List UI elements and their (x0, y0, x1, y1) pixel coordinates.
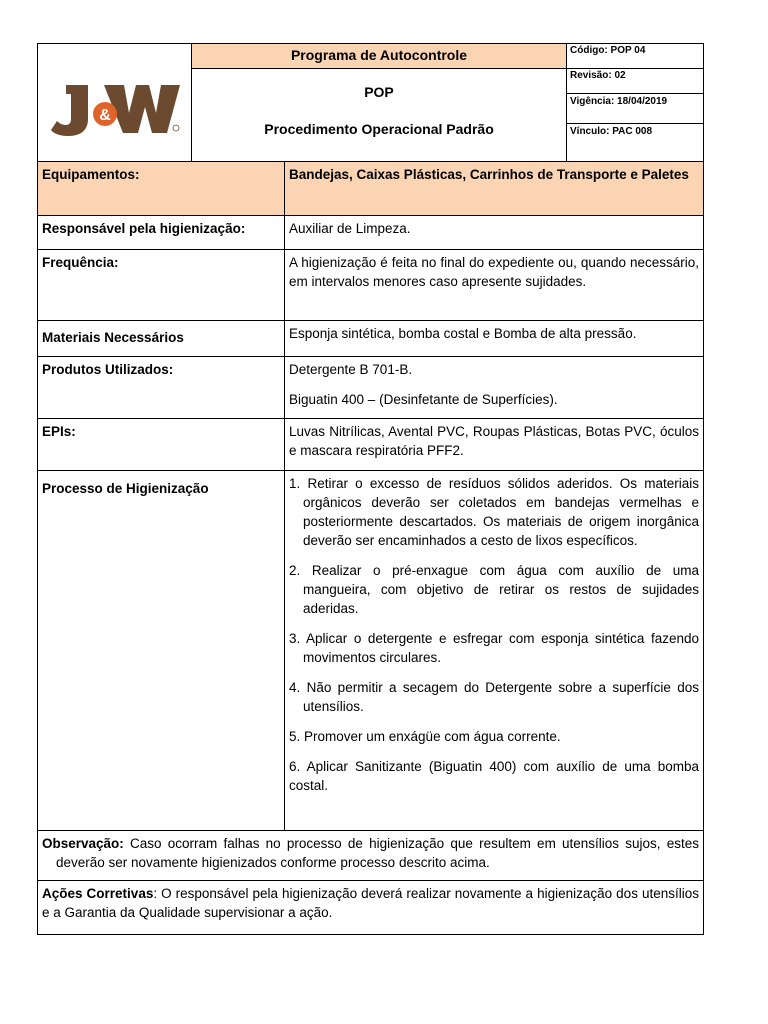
process-step: 1. Retirar o excesso de resíduos sólidos aderidos. Os materiais orgânicos deverão ser coletados em bandejas vermelhas e posteriormente descartados. Os materiais de origem inorgânica deverão ser encaminhados a cesto de lixos específicos. (289, 476, 699, 548)
produto-item: Biguatin 400 – (Desinfetante de Superfícies). (289, 392, 558, 407)
logo-cell (38, 44, 192, 161)
acoes-body: : O responsável pela higienização deverá realizar novamente a higienização dos utensílios e a Garantia da Qualidade supervisionar a ação. (42, 886, 700, 920)
row-processo (38, 471, 704, 831)
value-responsavel: Auxiliar de Limpeza. (285, 216, 704, 250)
row-responsavel (38, 216, 704, 250)
acoes-text (42, 884, 699, 922)
observacao-text (42, 834, 699, 872)
program-title: Programa de Autocontrole (192, 44, 567, 69)
observacao-cell (38, 831, 704, 881)
produto-item: Detergente B 701-B. (289, 362, 413, 377)
doc-validity: Vigência: 18/04/2019 (567, 94, 703, 124)
process-step: 4. Não permitir a secagem do Detergente sobre a superfície dos utensílios. (289, 680, 699, 714)
value-frequencia: A higienização é feita no final do expediente ou, quando necessário, em intervalos menores caso apresente sujidades. (285, 250, 704, 321)
doc-revision: Revisão: 02 (567, 69, 703, 94)
value-equipamentos: Bandejas, Caixas Plásticas, Carrinhos de Transporte e Paletes (285, 162, 704, 216)
value-processo (285, 471, 704, 831)
doc-code: Código: POP 04 (567, 44, 703, 69)
process-step: 5. Promover um enxágüe com água corrente. (289, 729, 561, 744)
value-epis: Luvas Nitrílicas, Avental PVC, Roupas Plásticas, Botas PVC, óculos e mascara respiratória PFF2. (285, 419, 704, 471)
label-equipamentos: Equipamentos: (38, 162, 285, 216)
value-produtos (285, 357, 704, 419)
acoes-label: Ações Corretivas (42, 886, 154, 901)
label-frequencia: Frequência: (38, 250, 285, 321)
row-materiais (38, 321, 704, 357)
row-observacao (38, 831, 704, 881)
row-acoes (38, 881, 704, 935)
svg-text:&: & (99, 107, 111, 124)
doc-type: POP (364, 84, 394, 100)
process-step: 2. Realizar o pré-enxague com água com auxílio de uma mangueira, com objetivo de retirar os restos de sujidades aderidas. (289, 563, 699, 616)
row-equipamentos (38, 162, 704, 216)
materiais-label-text: Materiais Necessários (42, 330, 184, 345)
acoes-cell (38, 881, 704, 935)
title-cell (192, 69, 567, 161)
row-frequencia (38, 250, 704, 321)
processo-label-text: Processo de Higienização (42, 481, 209, 496)
process-step: 3. Aplicar o detergente e esfregar com esponja sintética fazendo movimentos circulares. (289, 631, 699, 665)
document-header (37, 43, 704, 162)
doc-link: Vínculo: PAC 008 (570, 126, 653, 137)
procedure-table (37, 161, 704, 935)
label-produtos: Produtos Utilizados: (38, 357, 285, 419)
observacao-label: Observação: (42, 836, 124, 851)
observacao-body: Caso ocorram falhas no processo de higienização que resultem em utensílios sujos, estes deverão ser novamente higienizados conforme processo descrito acima. (56, 836, 699, 870)
label-epis: EPIs: (38, 419, 285, 471)
label-materiais (38, 321, 285, 357)
label-processo (38, 471, 285, 831)
label-responsavel: Responsável pela higienização: (38, 216, 285, 250)
jw-logo-icon (38, 44, 192, 161)
row-produtos (38, 357, 704, 419)
doc-name: Procedimento Operacional Padrão (264, 121, 494, 137)
row-epis (38, 419, 704, 471)
process-step: 6. Aplicar Sanitizante (Biguatin 400) com auxílio de uma bomba costal. (289, 759, 699, 793)
value-materiais: Esponja sintética, bomba costal e Bomba de alta pressão. (285, 321, 704, 357)
